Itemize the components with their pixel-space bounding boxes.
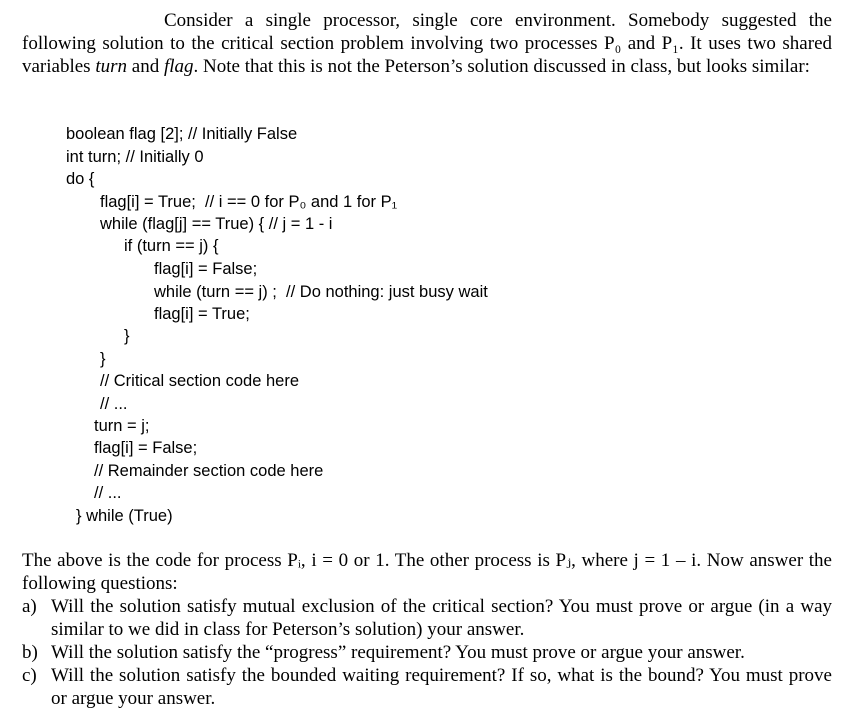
code-line: // ...: [100, 395, 128, 413]
intro-text-2: . Note that this is not the Peterson’s solution discussed in class, but looks similar:: [193, 56, 810, 77]
question-item: [22, 664, 832, 710]
question-list: [22, 595, 832, 710]
intro-paragraph: [22, 9, 832, 78]
question-text: Will the solution satisfy the bounded waiting requirement? If so, what is the bound? You must prove or argue your answer.: [51, 665, 832, 709]
code-line: } while (True): [76, 507, 173, 525]
code-line: boolean flag [2]; // Initially False: [66, 125, 298, 143]
code-line: turn = j;: [94, 417, 150, 435]
question-text: Will the solution satisfy the “progress” requirement? You must prove or argue your answer.: [51, 642, 745, 663]
question-label: c): [22, 665, 37, 686]
intro-and: and: [127, 56, 164, 77]
question-label: b): [22, 642, 38, 663]
code-line: }: [100, 350, 106, 368]
code-line: // ...: [94, 484, 122, 502]
code-line: }: [124, 327, 130, 345]
outro-paragraph: The above is the code for process Pᵢ, i = 0 or 1. The other process is Pⱼ, where j = 1 – i. Now answer the following questions:: [22, 550, 832, 594]
code-line: while (turn == j) ; // Do nothing: just busy wait: [154, 283, 488, 301]
code-line: flag[i] = False;: [154, 260, 258, 278]
question-text: Will the solution satisfy mutual exclusion of the critical section? You must prove or argue (in a way similar to we did in class for Peterson’s solution) your answer.: [51, 596, 832, 640]
var-turn: turn: [95, 56, 128, 77]
question-label: a): [22, 596, 37, 617]
code-line: // Critical section code here: [100, 372, 300, 390]
code-line: flag[i] = False;: [94, 439, 198, 457]
code-line: while (flag[j] == True) { // j = 1 - i: [100, 215, 333, 233]
intro-text-1: Consider a single processor, single core environment. Somebody suggested the following solution to the critical section problem involving two processes P₀ and P₁. It uses two shared variables: [22, 10, 832, 77]
code-line: int turn; // Initially 0: [66, 148, 204, 166]
code-line: do {: [66, 170, 95, 188]
code-line: if (turn == j) {: [124, 237, 219, 255]
code-line: flag[i] = True; // i == 0 for P₀ and 1 for P₁: [100, 193, 398, 211]
code-line: flag[i] = True;: [154, 305, 250, 323]
question-item: [22, 641, 832, 664]
question-item: [22, 595, 832, 641]
var-flag: flag: [163, 56, 194, 77]
code-line: // Remainder section code here: [94, 462, 324, 480]
